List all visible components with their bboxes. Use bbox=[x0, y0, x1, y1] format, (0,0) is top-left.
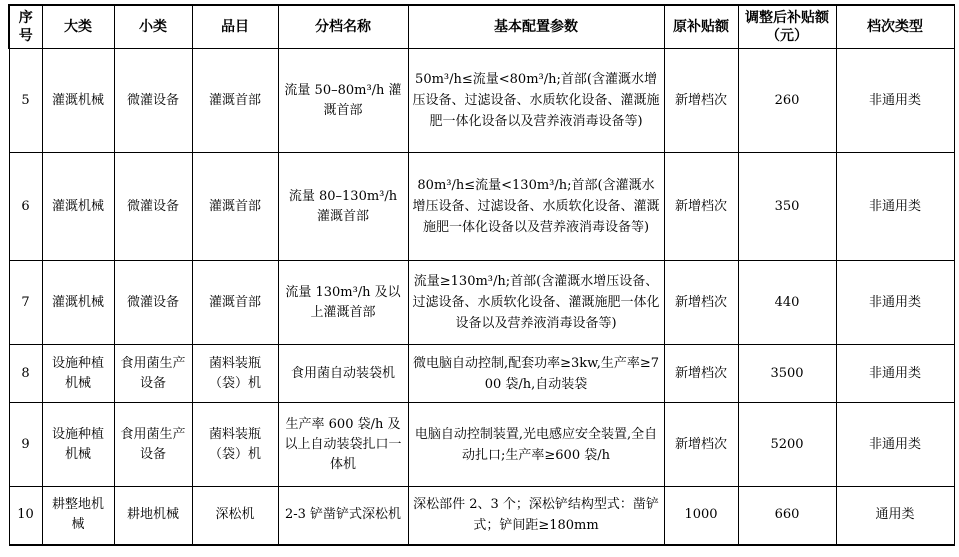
cell-subcategory: 耕地机械 bbox=[114, 487, 192, 545]
header-subcategory: 小类 bbox=[114, 5, 192, 49]
cell-tier-name: 流量 50–80m³/h 灌溉首部 bbox=[278, 49, 408, 153]
cell-tier-type: 非通用类 bbox=[836, 403, 954, 487]
cell-orig-subsidy: 新增档次 bbox=[664, 49, 738, 153]
cell-adj-subsidy: 260 bbox=[738, 49, 836, 153]
cell-item: 灌溉首部 bbox=[192, 49, 278, 153]
cell-tier-name: 流量 80–130m³/h 灌溉首部 bbox=[278, 153, 408, 261]
cell-tier-name: 食用菌自动装袋机 bbox=[278, 345, 408, 403]
cell-category: 设施种植机械 bbox=[42, 345, 114, 403]
cell-tier-name: 流量 130m³/h 及以上灌溉首部 bbox=[278, 261, 408, 345]
header-orig-subsidy: 原补贴额 bbox=[664, 5, 738, 49]
cell-tier-name: 生产率 600 袋/h 及以上自动装袋扎口一体机 bbox=[278, 403, 408, 487]
cell-seq: 10 bbox=[9, 487, 42, 545]
cell-seq: 5 bbox=[9, 49, 42, 153]
table-row bbox=[9, 403, 954, 487]
table-row bbox=[9, 153, 954, 261]
cell-config: 电脑自动控制装置,光电感应安全装置,全自动扎口;生产率≥600 袋/h bbox=[408, 403, 664, 487]
cell-tier-type: 非通用类 bbox=[836, 261, 954, 345]
cell-category: 灌溉机械 bbox=[42, 261, 114, 345]
cell-tier-type: 非通用类 bbox=[836, 345, 954, 403]
cell-orig-subsidy: 1000 bbox=[664, 487, 738, 545]
cell-category: 灌溉机械 bbox=[42, 49, 114, 153]
cell-subcategory: 食用菌生产设备 bbox=[114, 403, 192, 487]
subsidy-adjustment-table bbox=[8, 4, 955, 546]
cell-adj-subsidy: 350 bbox=[738, 153, 836, 261]
header-tier-name: 分档名称 bbox=[278, 5, 408, 49]
cell-item: 深松机 bbox=[192, 487, 278, 545]
cell-config: 80m³/h≤流量<130m³/h;首部(含灌溉水增压设备、过滤设备、水质软化设备、灌溉施肥一体化设备以及营养液消毒设备等) bbox=[408, 153, 664, 261]
table-row bbox=[9, 345, 954, 403]
cell-item: 灌溉首部 bbox=[192, 153, 278, 261]
table-row bbox=[9, 49, 954, 153]
table-row bbox=[9, 261, 954, 345]
cell-orig-subsidy: 新增档次 bbox=[664, 403, 738, 487]
subsidy-table-container bbox=[8, 4, 955, 546]
header-category: 大类 bbox=[42, 5, 114, 49]
cell-config: 流量≥130m³/h;首部(含灌溉水增压设备、过滤设备、水质软化设备、灌溉施肥一体化设备以及营养液消毒设备等) bbox=[408, 261, 664, 345]
header-seq: 序号 bbox=[9, 5, 42, 49]
cell-seq: 8 bbox=[9, 345, 42, 403]
cell-config: 深松部件 2、3 个；深松铲结构型式：凿铲式；铲间距≥180mm bbox=[408, 487, 664, 545]
header-item: 品目 bbox=[192, 5, 278, 49]
cell-config: 微电脑自动控制,配套功率≥3kw,生产率≥700 袋/h,自动装袋 bbox=[408, 345, 664, 403]
cell-config: 50m³/h≤流量<80m³/h;首部(含灌溉水增压设备、过滤设备、水质软化设备、灌溉施肥一体化设备以及营养液消毒设备等) bbox=[408, 49, 664, 153]
cell-subcategory: 微灌设备 bbox=[114, 153, 192, 261]
cell-tier-type: 通用类 bbox=[836, 487, 954, 545]
cell-subcategory: 食用菌生产设备 bbox=[114, 345, 192, 403]
cell-adj-subsidy: 3500 bbox=[738, 345, 836, 403]
cell-adj-subsidy: 660 bbox=[738, 487, 836, 545]
cell-subcategory: 微灌设备 bbox=[114, 261, 192, 345]
cell-adj-subsidy: 5200 bbox=[738, 403, 836, 487]
cell-seq: 9 bbox=[9, 403, 42, 487]
header-config: 基本配置参数 bbox=[408, 5, 664, 49]
header-adj-subsidy: 调整后补贴额（元） bbox=[738, 5, 836, 49]
cell-seq: 6 bbox=[9, 153, 42, 261]
cell-adj-subsidy: 440 bbox=[738, 261, 836, 345]
cell-orig-subsidy: 新增档次 bbox=[664, 345, 738, 403]
cell-seq: 7 bbox=[9, 261, 42, 345]
header-row bbox=[9, 5, 954, 49]
cell-tier-name: 2-3 铲凿铲式深松机 bbox=[278, 487, 408, 545]
cell-category: 灌溉机械 bbox=[42, 153, 114, 261]
cell-item: 菌料装瓶（袋）机 bbox=[192, 345, 278, 403]
cell-item: 灌溉首部 bbox=[192, 261, 278, 345]
table-row bbox=[9, 487, 954, 545]
cell-tier-type: 非通用类 bbox=[836, 153, 954, 261]
cell-orig-subsidy: 新增档次 bbox=[664, 153, 738, 261]
cell-category: 设施种植机械 bbox=[42, 403, 114, 487]
cell-category: 耕整地机械 bbox=[42, 487, 114, 545]
cell-subcategory: 微灌设备 bbox=[114, 49, 192, 153]
cell-tier-type: 非通用类 bbox=[836, 49, 954, 153]
cell-item: 菌料装瓶（袋）机 bbox=[192, 403, 278, 487]
header-tier-type: 档次类型 bbox=[836, 5, 954, 49]
cell-orig-subsidy: 新增档次 bbox=[664, 261, 738, 345]
